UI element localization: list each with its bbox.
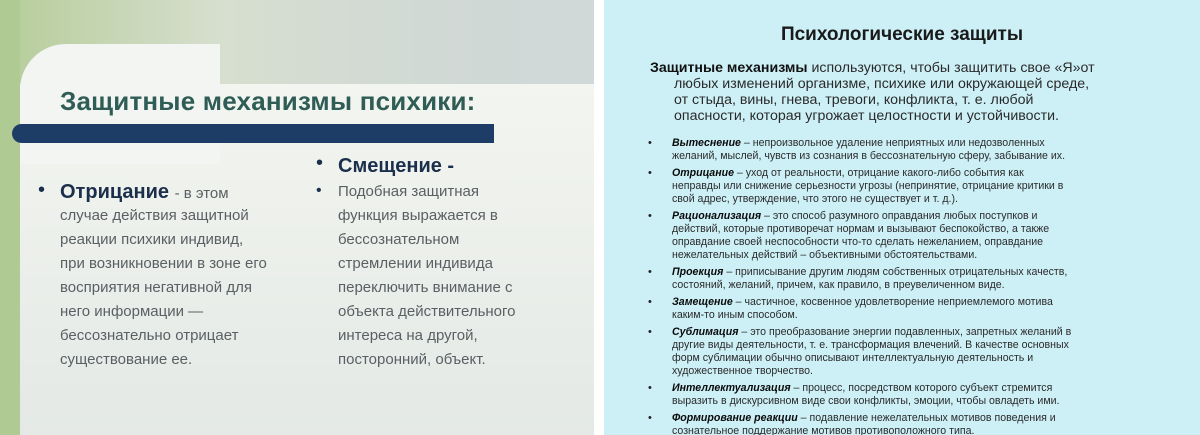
intro-paragraph xyxy=(650,60,1170,124)
text-line: бессознательно отрицает xyxy=(60,327,239,344)
text-line: состояний, желаний, причем, как правило, в преувеличенном виде. xyxy=(672,279,1005,291)
text-line: интереса на другой, xyxy=(338,327,478,344)
text-line: при возникновении в зоне его xyxy=(60,255,267,272)
text-line xyxy=(672,167,1178,180)
left-slide-title: Защитные механизмы психики: xyxy=(60,86,476,116)
text-line: Подобная защитная xyxy=(338,183,479,200)
text-line: неправды или снижение серьезности угрозы (непринятие, отрицание критики в xyxy=(672,180,1064,192)
text-line xyxy=(672,412,1178,425)
list-item-text xyxy=(672,412,1178,435)
text-line: бессознательном xyxy=(338,231,460,248)
bullet-icon: • xyxy=(38,179,46,201)
list-item-text xyxy=(672,382,1178,408)
displacement-term: Смещение - xyxy=(338,155,455,177)
list-item-text xyxy=(672,210,1178,262)
text-line: объекта действительного xyxy=(338,303,516,320)
right-slide xyxy=(604,0,1200,435)
bullet-icon: • xyxy=(648,412,652,424)
text-line: художественное творчество. xyxy=(672,365,813,377)
text-line: от стыда, вины, гнева, тревоги, конфликта, т. е. любой xyxy=(674,92,1034,108)
list-item-text xyxy=(672,167,1178,206)
title-underline-bar xyxy=(12,124,494,143)
mechanism-term: Вытеснение xyxy=(672,137,741,149)
mechanism-term: Замещение xyxy=(672,296,733,308)
displacement-description xyxy=(338,180,516,372)
text-line: стремлении индивида xyxy=(338,255,493,272)
text-line xyxy=(672,382,1178,395)
mechanism-term: Рационализация xyxy=(672,210,762,222)
mechanism-term: Проекция xyxy=(672,266,724,278)
denial-term-label: Отрицание xyxy=(60,181,170,203)
bullet-icon: • xyxy=(648,326,652,338)
mechanism-definition: – частичное, косвенное удовлетворение неприемлемого мотива xyxy=(732,296,1053,308)
text-line: желаний, мыслей, чувств из сознания в бессознательную сферу, забывание их. xyxy=(672,150,1066,162)
list-item-text xyxy=(672,326,1178,378)
bullet-icon: • xyxy=(316,182,322,199)
text-line: выразить в дискурсивном виде свои конфликты, эмоции, чтобы овладеть ими. xyxy=(672,395,1060,407)
text-line xyxy=(672,210,1178,223)
text-line xyxy=(672,296,1178,309)
mechanism-definition: – уход от реальности, отрицание какого-либо события как xyxy=(733,167,1024,179)
text-line: оправдание своей неспособности что-то сделать нежеланием, оправдание xyxy=(672,236,1044,248)
intro-first-line xyxy=(650,60,1170,76)
text-line: сознательное поддержание мотивов противоположного типа. xyxy=(672,425,975,435)
bullet-icon: • xyxy=(648,210,652,222)
denial-dash-lead: - в этом xyxy=(174,185,229,202)
text-line: случае действия защитной xyxy=(60,207,249,224)
bullet-icon: • xyxy=(648,266,652,278)
text-line xyxy=(672,326,1178,339)
denial-description xyxy=(60,204,267,372)
mechanism-term: Отрицание xyxy=(672,167,734,179)
text-line: любых изменений организме, психике или окружающей среде, xyxy=(674,76,1090,92)
mechanism-definition: – это способ разумного оправдания любых поступков и xyxy=(761,210,1038,222)
text-line: каким-то иным способом. xyxy=(672,309,798,321)
denial-term xyxy=(60,181,229,204)
text-line: действий, которые противоречат нормам и вызывают беспокойство, а также xyxy=(672,223,1050,235)
bullet-icon: • xyxy=(316,152,324,174)
mechanism-term: Сублимация xyxy=(672,326,739,338)
intro-bold-term: Защитные механизмы xyxy=(650,60,808,76)
mechanism-definition: – подавление нежелательных мотивов поведения и xyxy=(797,412,1056,424)
right-slide-title: Психологические защиты xyxy=(780,24,1024,45)
text-line: опасности, которая угрожает целостности и устойчивости. xyxy=(674,108,1059,124)
text-line: восприятия негативной для xyxy=(60,279,252,296)
bullet-icon: • xyxy=(648,296,652,308)
bullet-icon: • xyxy=(648,137,652,149)
left-slide xyxy=(0,0,594,435)
list-item-text xyxy=(672,296,1178,322)
bullet-icon: • xyxy=(648,382,652,394)
text-line: посторонний, объект. xyxy=(338,351,486,368)
mechanism-definition: – приписывание другим людям собственных отрицательных качеств, xyxy=(723,266,1068,278)
mechanism-definition: – это преобразование энергии подавленных, запретных желаний в xyxy=(738,326,1072,338)
text-line: нежелательных действий – объективными обстоятельствами. xyxy=(672,249,978,261)
text-line: форм сублимации обычно описывают интеллектуальную деятельность и xyxy=(672,352,1034,364)
list-item-text xyxy=(672,137,1178,163)
list-item-text xyxy=(672,266,1178,292)
text-line xyxy=(672,266,1178,279)
text-line: функция выражается в xyxy=(338,207,498,224)
text-line: свой адрес, утверждение, что этого не существует и т. д.). xyxy=(672,193,958,205)
intro-first-line-text: используются, чтобы защитить свое «Я»от xyxy=(807,60,1095,76)
text-line xyxy=(672,137,1178,150)
header-panel-shade xyxy=(206,0,594,84)
green-side-band xyxy=(0,0,20,435)
text-line: него информации — xyxy=(60,303,204,320)
mechanism-term: Формирование реакции xyxy=(672,412,798,424)
mechanism-term: Интеллектуализация xyxy=(672,382,791,394)
mechanism-definition: – процесс, посредством которого субъект стремится xyxy=(790,382,1053,394)
mechanism-definition: – непроизвольное удаление неприятных или недозволенных xyxy=(740,137,1045,149)
text-line: реакции психики индивид, xyxy=(60,231,244,248)
text-line: существование ее. xyxy=(60,351,193,368)
text-line: другие виды деятельности, т. е. трансформация влечений. В качестве основных xyxy=(672,339,1069,351)
bullet-icon: • xyxy=(648,167,652,179)
text-line: переключить внимание с xyxy=(338,279,513,296)
